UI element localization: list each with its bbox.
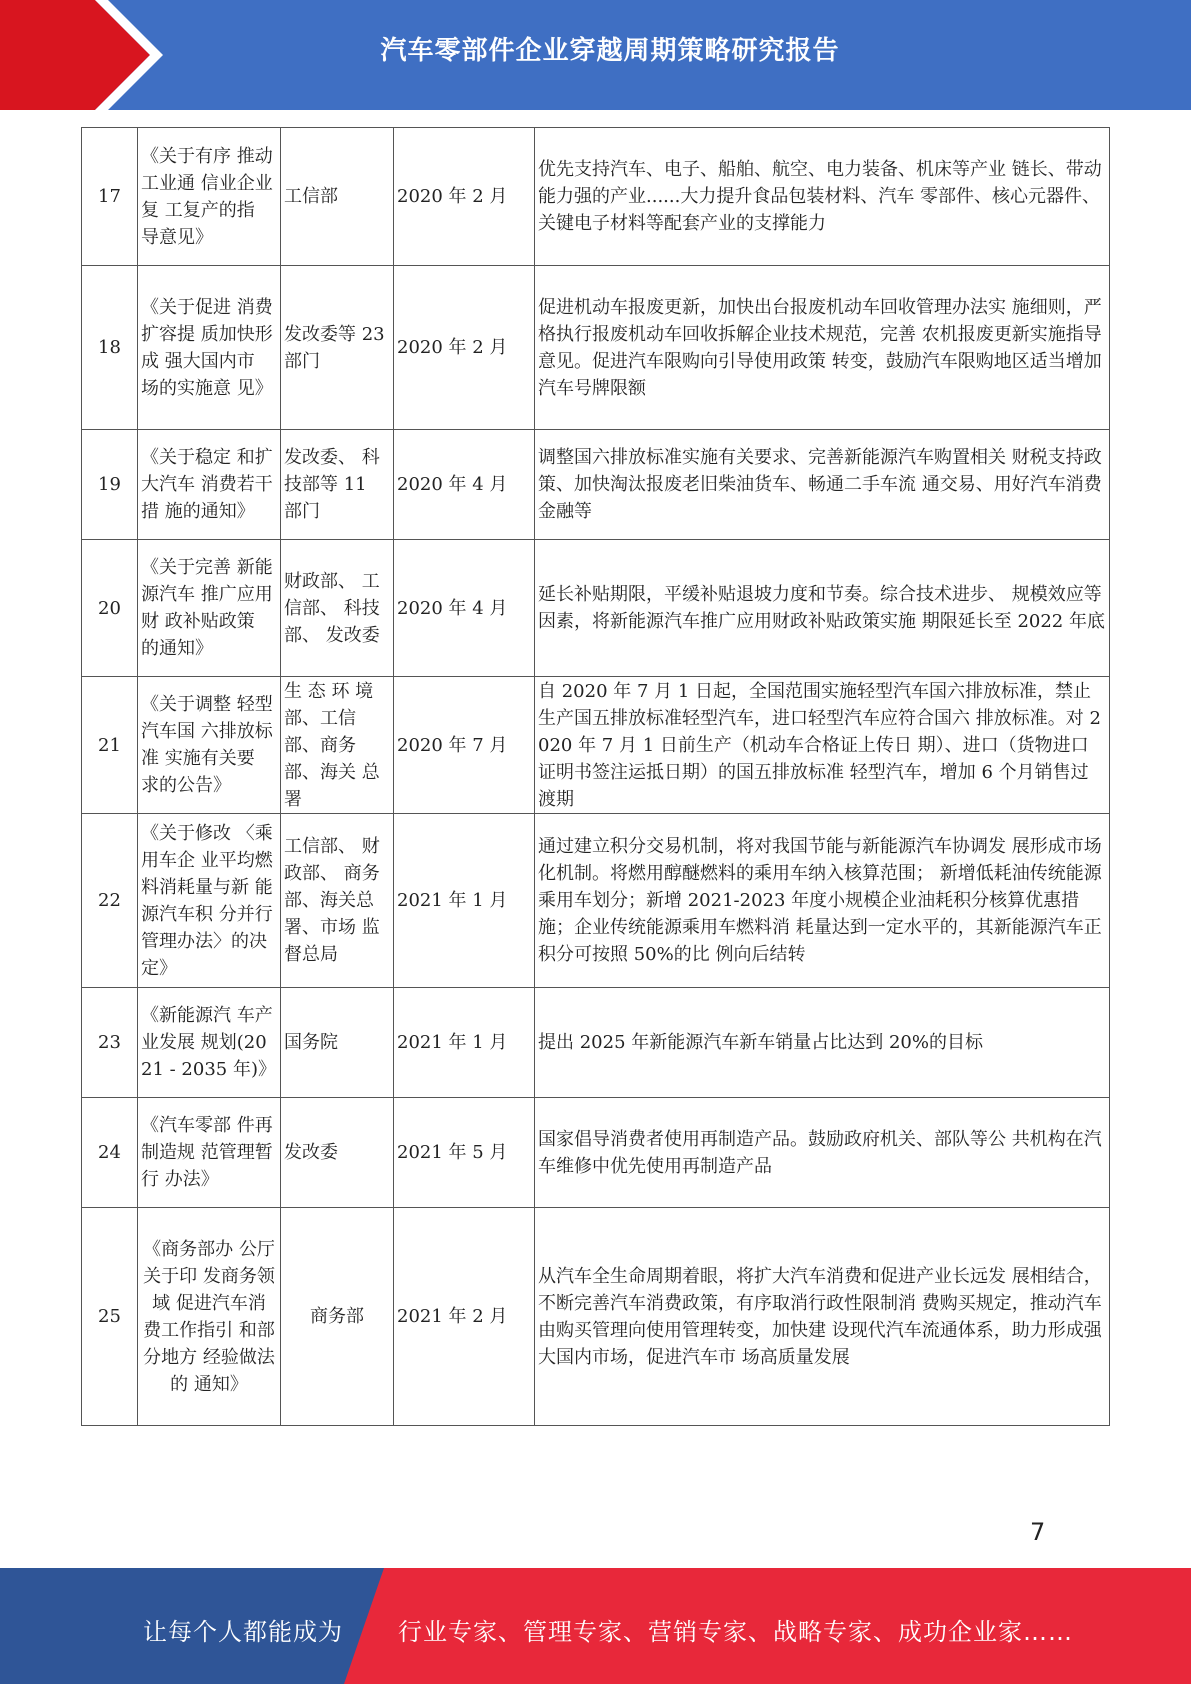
policy-content: 延长补贴期限，平缓补贴退坡力度和节奏。综合技术进步、 规模效应等因素，将新能源汽车推广应用财政补贴政策实施 期限延长至 2022 年底 xyxy=(535,540,1110,677)
table-row xyxy=(82,814,1110,988)
row-number: 25 xyxy=(82,1208,138,1426)
issue-date: 2020 年 4 月 xyxy=(394,540,535,677)
policy-content: 调整国六排放标准实施有关要求、完善新能源汽车购置相关 财税支持政策、加快淘汰报废老旧柴油货车、畅通二手车流 通交易、用好汽车消费金融等 xyxy=(535,430,1110,540)
issue-date: 2021 年 1 月 xyxy=(394,988,535,1098)
policy-name: 《关于稳定 和扩大汽车 消费若干措 施的通知》 xyxy=(138,430,281,540)
policy-name: 《关于有序 推动工业通 信业企业复 工复产的指 导意见》 xyxy=(138,128,281,266)
policy-content: 通过建立积分交易机制，将对我国节能与新能源汽车协调发 展形成市场化机制。将燃用醇醚燃料的乘用车纳入核算范围； 新增低耗油传统能源乘用车划分；新增 2021-2023 年度小规模企业油耗积分核算优惠措施；企业传统能源乘用车燃料消 耗量达到一定水平的，其新能源汽车正积分可按照 50%的比 例向后结转 xyxy=(535,814,1110,988)
policy-name: 《商务部办 公厅关于印 发商务领域 促进汽车消 费工作指引 和部分地方 经验做法的 通知》 xyxy=(138,1208,281,1426)
policy-content: 提出 2025 年新能源汽车新车销量占比达到 20%的目标 xyxy=(535,988,1110,1098)
table-row xyxy=(82,677,1110,814)
row-number: 17 xyxy=(82,128,138,266)
issue-date: 2020 年 2 月 xyxy=(394,128,535,266)
policy-content: 自 2020 年 7 月 1 日起，全国范围实施轻型汽车国六排放标准，禁止生产国五排放标准轻型汽车，进口轻型汽车应符合国六 排放标准。对 2020 年 7 月 1 日前生产（机动车合格证上传日 期）、进口（货物进口证明书签注运抵日期）的国五排放标准 轻型汽车，增加 6 个月销售过渡期 xyxy=(535,677,1110,814)
issuing-department: 财政部、 工信部、 科技部、 发改委 xyxy=(281,540,394,677)
issue-date: 2021 年 1 月 xyxy=(394,814,535,988)
issuing-department: 国务院 xyxy=(281,988,394,1098)
issuing-department: 工信部 xyxy=(281,128,394,266)
table-row xyxy=(82,540,1110,677)
page-footer xyxy=(0,1568,1191,1684)
policy-name: 《汽车零部 件再制造规 范管理暂行 办法》 xyxy=(138,1098,281,1208)
issuing-department: 商务部 xyxy=(281,1208,394,1426)
policy-name: 《关于促进 消费扩容提 质加快形成 强大国内市 场的实施意 见》 xyxy=(138,266,281,430)
table-row xyxy=(82,988,1110,1098)
table-row xyxy=(82,128,1110,266)
issue-date: 2021 年 2 月 xyxy=(394,1208,535,1426)
issue-date: 2020 年 4 月 xyxy=(394,430,535,540)
table-row xyxy=(82,266,1110,430)
policy-name: 《关于完善 新能源汽车 推广应用财 政补贴政策 的通知》 xyxy=(138,540,281,677)
policy-table xyxy=(81,127,1110,1426)
policy-name: 《关于修改 〈乘用车企 业平均燃料消耗量与新 能源汽车积 分并行管理办法〉的决 定》 xyxy=(138,814,281,988)
footer-slogan-right: 行业专家、管理专家、营销专家、战略专家、成功企业家…… xyxy=(398,1618,1073,1646)
row-number: 21 xyxy=(82,677,138,814)
issue-date: 2020 年 7 月 xyxy=(394,677,535,814)
policy-name: 《关于调整 轻型汽车国 六排放标准 实施有关要 求的公告》 xyxy=(138,677,281,814)
table-row xyxy=(82,1208,1110,1426)
report-title: 汽车零部件企业穿越周期策略研究报告 xyxy=(380,36,840,66)
policy-content: 国家倡导消费者使用再制造产品。鼓励政府机关、部队等公 共机构在汽车维修中优先使用再制造产品 xyxy=(535,1098,1110,1208)
issue-date: 2021 年 5 月 xyxy=(394,1098,535,1208)
footer-slogan-left: 让每个人都能成为 xyxy=(143,1618,343,1646)
table-row xyxy=(82,1098,1110,1208)
issuing-department: 发改委 xyxy=(281,1098,394,1208)
page-header xyxy=(0,0,1191,110)
policy-name: 《新能源汽 车产业发展 规划(2021 - 2035 年)》 xyxy=(138,988,281,1098)
policy-content: 优先支持汽车、电子、船舶、航空、电力装备、机床等产业 链长、带动能力强的产业......大力提升食品包装材料、汽车 零部件、核心元器件、关键电子材料等配套产业的支撑能力 xyxy=(535,128,1110,266)
policy-content: 促进机动车报废更新，加快出台报废机动车回收管理办法实 施细则，严格执行报废机动车回收拆解企业技术规范，完善 农机报废更新实施指导意见。促进汽车限购向引导使用政策 转变，鼓励汽车限购地区适当增加汽车号牌限额 xyxy=(535,266,1110,430)
page-number: 7 xyxy=(1030,1518,1046,1546)
table-row xyxy=(82,430,1110,540)
issuing-department: 工信部、 财政部、 商务部、海关总署、市场 监督总局 xyxy=(281,814,394,988)
row-number: 22 xyxy=(82,814,138,988)
row-number: 18 xyxy=(82,266,138,430)
row-number: 20 xyxy=(82,540,138,677)
issuing-department: 发改委、 科技部等 11 部门 xyxy=(281,430,394,540)
issuing-department: 生 态 环 境 部、工信 部、商务 部、海关 总署 xyxy=(281,677,394,814)
row-number: 23 xyxy=(82,988,138,1098)
policy-content: 从汽车全生命周期着眼，将扩大汽车消费和促进产业长远发 展相结合，不断完善汽车消费政策，有序取消行政性限制消 费购买规定，推动汽车由购买管理向使用管理转变，加快建 设现代汽车流通体系，助力形成强大国内市场，促进汽车市 场高质量发展 xyxy=(535,1208,1110,1426)
issuing-department: 发改委等 23 部门 xyxy=(281,266,394,430)
policy-table-container xyxy=(81,127,1109,1426)
row-number: 19 xyxy=(82,430,138,540)
row-number: 24 xyxy=(82,1098,138,1208)
issue-date: 2020 年 2 月 xyxy=(394,266,535,430)
